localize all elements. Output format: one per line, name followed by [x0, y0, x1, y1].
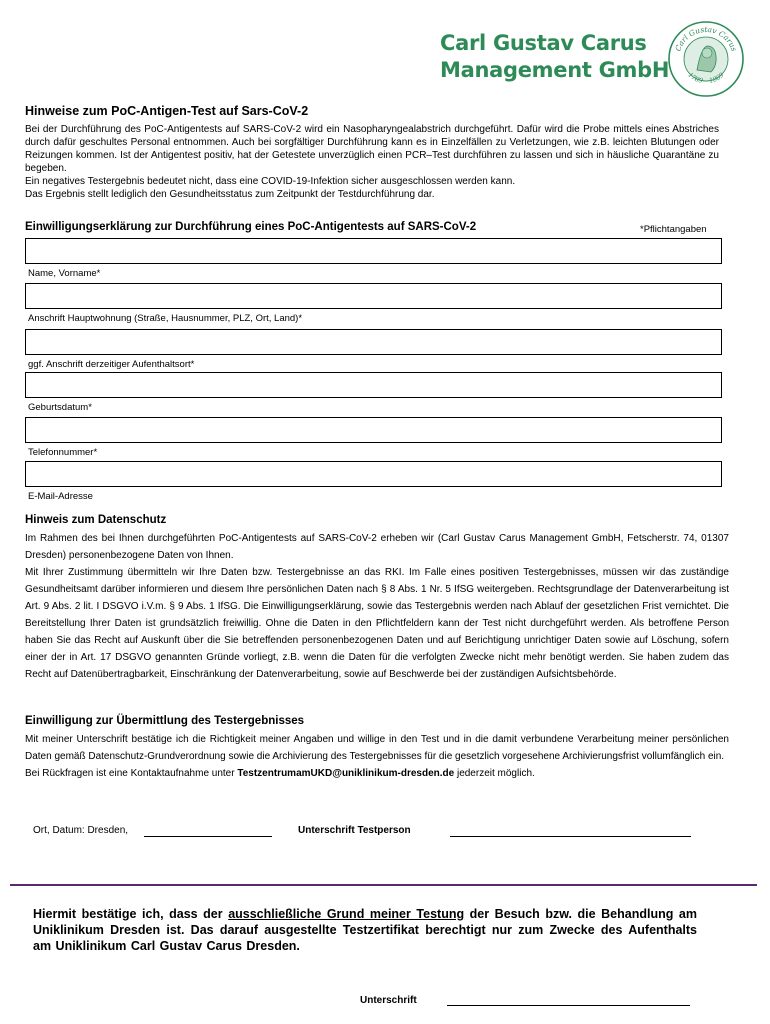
intro-paragraph-1: Bei der Durchführung des PoC-Antigentests auf SARS-CoV-2 wird ein Nasopharyngealabstrich durchgeführt. Dafür wird die Probe mittels eines Abstriches durch dafür geschultes Personal entnommen. Auch bei sorgfältiger Durchführung kann es in Einzelfällen zu Verletzungen, wie z.B. leichten Blutungen oder Reizungen kommen. Ist der Antigentest positiv, hat der Getestete unverzüglich einen PCR–Test durchführen zu lassen und sich in häusliche Quarantäne zu begeben.	[25, 124, 719, 174]
contact-paragraph	[25, 765, 729, 782]
residence-field-label: ggf. Anschrift derzeitiger Aufenthaltsort*	[28, 359, 195, 370]
visit-confirmation-text	[33, 906, 697, 954]
confirmation-text-after: der Besuch bzw. die Behandlung am Uniklinikum Dresden ist. Das darauf ausgestellte Testzertifikat berechtigt nur zum Zwecke des Aufenthalts am Uniklinikum Carl Gustav Carus Dresden.	[33, 907, 697, 953]
confirmation-text-before: Hiermit bestätige ich, dass der	[33, 907, 229, 921]
privacy-text	[25, 530, 729, 683]
contact-suffix: jederzeit möglich.	[454, 768, 535, 779]
contact-email-link[interactable]: TestzentrumamUKD@uniklinikum-dresden.de	[237, 768, 455, 779]
phone-field-label: Telefonnummer*	[28, 447, 98, 458]
section-divider	[10, 884, 757, 886]
privacy-title: Hinweis zum Datenschutz	[25, 514, 167, 526]
birthdate-field[interactable]	[25, 372, 722, 398]
company-name-line1: Carl Gustav Carus	[440, 31, 647, 55]
company-name-line2: Management GmbH	[440, 58, 670, 82]
company-logo-text	[440, 30, 670, 84]
page-title: Hinweise zum PoC-Antigen-Test auf Sars-CoV-2	[25, 104, 309, 118]
email-field-label: E-Mail-Adresse	[28, 491, 93, 502]
transfer-paragraph-1: Mit meiner Unterschrift bestätige ich die Richtigkeit meiner Angaben und willige in den Test und in die damit verbundene Verarbeitung meiner persönlichen Daten gemäß Datenschutz-Grundverordnung sowie die Archivierung des Testergebnisses für die gesetzlich vorgesehene Archivierungsfrist vollumfänglich ein.	[25, 734, 729, 762]
intro-text	[25, 123, 719, 201]
carus-seal-icon	[667, 20, 745, 98]
contact-prefix: Bei Rückfragen ist eine Kontaktaufnahme unter	[25, 768, 238, 779]
transfer-title: Einwilligung zur Übermittlung des Testergebnisses	[25, 715, 305, 727]
birthdate-field-label: Geburtsdatum*	[28, 402, 92, 413]
place-date-signature-line[interactable]	[144, 836, 272, 837]
seal-bottom-text: 1789 – 1869	[686, 70, 726, 86]
residence-field[interactable]	[25, 329, 722, 355]
address-field-label: Anschrift Hauptwohnung (Straße, Hausnummer, PLZ, Ort, Land)*	[28, 313, 303, 324]
confirmation-signature-line[interactable]	[447, 1005, 690, 1006]
name-field-label: Name, Vorname*	[28, 268, 101, 279]
address-field[interactable]	[25, 283, 722, 309]
transfer-text	[25, 731, 729, 782]
name-field[interactable]	[25, 238, 722, 264]
test-person-signature-line[interactable]	[450, 836, 691, 837]
confirmation-underlined-text: ausschließliche Grund meiner Testung	[228, 907, 465, 921]
privacy-paragraph-2: Mit Ihrer Zustimmung übermitteln wir Ihre Daten bzw. Testergebnisse an das RKI. Im Falle eines positiven Testergebnisses, müssen wir das zuständige Gesundheitsamt darüber informieren und diesem Ihre persönlichen Daten nach § 8 Abs. 1 Nr. 5 IfSG weitergeben. Rechtsgrundlage der Datenverarbeitung ist Art. 9 Abs. 2 lit. I DSGVO i.V.m. § 9 Abs. 1 IfSG. Die Einwilligungserklärung, sowie das Testergebnis werden nach Ablauf der gesetzlichen Frist vernichtet. Die Bereitstellung Ihrer Daten ist grundsätzlich freiwillig. Ohne die Daten in den Pflichtfeldern kann der Test nicht durchgeführt werden. Als betroffene Person haben Sie das Recht auf Auskunft über die Sie betreffenden personenbezogenen Daten und auf Berichtigung unrichtiger Daten sowie auf Löschung, sofern einer der in Art. 17 DSGVO genannten Gründe vorliegt, z.B. wenn die Daten für die verfolgten Zwecke nicht mehr benötigt werden. Sie haben zudem das Recht auf Datenübertragbarkeit, Einschränkung der Datenverarbeitung, sowie auf Beschwerde bei der zuständigen Aufsichtsbehörde.	[25, 567, 729, 680]
confirmation-signature-label: Unterschrift	[360, 995, 417, 1006]
privacy-paragraph-1: Im Rahmen des bei Ihnen durchgeführten PoC-Antigentests auf SARS-CoV-2 erheben wir (Carl Gustav Carus Management GmbH, Fetscherstr. 74, 01307 Dresden) personenbezogene Daten von Ihnen.	[25, 533, 729, 561]
consent-title: Einwilligungserklärung zur Durchführung eines PoC-Antigentests auf SARS-CoV-2	[25, 221, 477, 233]
required-note: *Pflichtangaben	[640, 224, 707, 235]
phone-field[interactable]	[25, 417, 722, 443]
intro-paragraph-2: Ein negatives Testergebnis bedeutet nicht, dass eine COVID-19-Infektion sicher ausgeschlossen werden kann.	[25, 176, 516, 187]
place-date-label: Ort, Datum: Dresden,	[33, 825, 129, 836]
seal-top-text: Carl Gustav Carus	[673, 24, 739, 53]
test-person-signature-label: Unterschrift Testperson	[298, 825, 411, 836]
intro-paragraph-3: Das Ergebnis stellt lediglich den Gesundheitsstatus zum Zeitpunkt der Testdurchführung dar.	[25, 189, 435, 200]
email-field[interactable]	[25, 461, 722, 487]
